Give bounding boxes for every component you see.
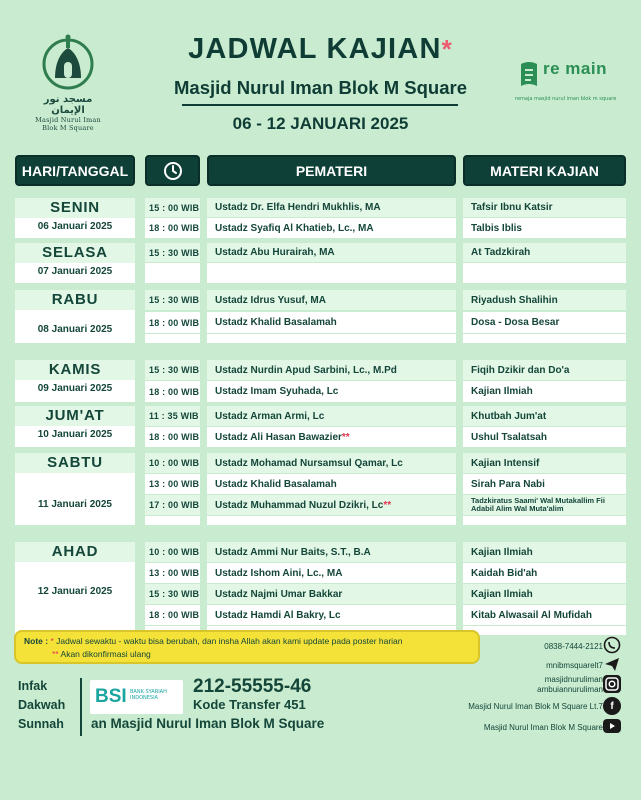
note-text-1: Jadwal sewaktu - waktu bisa berubah, dan insha Allah akan kami update pada poster harian — [56, 636, 403, 646]
subtitle-underline — [182, 104, 458, 106]
speaker-name: Ustadz Ammi Nur Baits, S.T., B.A — [215, 546, 371, 558]
remain-word: re main — [543, 59, 607, 78]
session-time: 18 : 00 WIB — [145, 312, 200, 333]
day-date: 07 Januari 2025 — [37, 266, 113, 277]
session-speaker — [207, 495, 456, 515]
session-speaker — [207, 218, 456, 238]
day-date: 09 Januari 2025 — [37, 383, 113, 394]
speaker-name: Ustadz Syafiq Al Khatieb, Lc., MA — [215, 222, 374, 234]
session-topic: Kitab Alwasail Al Mufidah — [463, 605, 626, 625]
infak-line-1: Infak — [18, 679, 48, 693]
session-topic: Dosa - Dosa Besar — [463, 312, 626, 333]
session-time: 15 : 00 WIB — [145, 198, 200, 217]
topic-pad — [463, 334, 626, 343]
bsi-word-text: BSI — [95, 686, 127, 707]
header-speaker: PEMATERI — [207, 155, 456, 186]
instagram-icon[interactable] — [603, 675, 621, 693]
day-name: SENIN — [50, 199, 100, 216]
confirm-mark: ** — [341, 431, 350, 443]
session-speaker — [207, 198, 456, 217]
session-time: 15 : 30 WIB — [145, 584, 200, 604]
header-day: HARI/TANGGAL — [15, 155, 135, 186]
infak-line-3: Sunnah — [18, 717, 64, 731]
session-time: 11 : 35 WIB — [145, 406, 200, 426]
session-time: 18 : 00 WIB — [145, 427, 200, 447]
session-time: 10 : 00 WIB — [145, 542, 200, 562]
session-speaker — [207, 605, 456, 625]
contact-instagram: masjidnuruliman ambuiannuruliman — [537, 675, 603, 694]
session-time: 15 : 30 WIB — [145, 243, 200, 262]
speaker-name: Ustadz Idrus Yusuf, MA — [215, 294, 326, 306]
note-line-1 — [24, 635, 470, 648]
session-time: 17 : 00 WIB — [145, 495, 200, 515]
session-time: 15 : 30 WIB — [145, 290, 200, 310]
bsi-subtext — [130, 689, 167, 701]
note-line-2 — [24, 648, 470, 661]
session-topic: Kaidah Bid'ah — [463, 563, 626, 583]
session-topic: Tadzkiratus Saami' Wal Mutakallim Fii Adabil Alim Wal Muta'alim — [463, 495, 626, 515]
session-topic: Riyadush Shalihin — [463, 290, 626, 310]
logo-line-1: Masjid Nurul Iman — [35, 116, 101, 124]
contact-whatsapp: 0838-7444-2121 — [544, 642, 603, 651]
bsi-logo — [90, 680, 183, 714]
day-name: JUM'AT — [45, 407, 105, 424]
speaker-name: Ustadz Ali Hasan Bawazier — [215, 431, 342, 443]
infak-label — [18, 677, 65, 734]
day-name: KAMIS — [48, 361, 102, 378]
facebook-icon[interactable]: f — [603, 697, 621, 715]
masjid-logo — [28, 34, 108, 132]
speaker-pad — [207, 263, 456, 283]
session-speaker — [207, 542, 456, 562]
session-speaker — [207, 243, 456, 262]
speaker-name: Ustadz Najmi Umar Bakkar — [215, 588, 343, 600]
note-text-2: Akan dikonfirmasi ulang — [60, 649, 151, 659]
remain-mark-icon — [517, 60, 541, 90]
speaker-name: Ustadz Khalid Basalamah — [215, 317, 337, 328]
session-speaker — [207, 290, 456, 310]
contact-youtube: Masjid Nurul Iman Blok M Square — [483, 723, 603, 732]
session-topic: Kajian Intensif — [463, 453, 626, 473]
speaker-pad — [207, 334, 456, 343]
session-time: 18 : 00 WIB — [145, 218, 200, 238]
session-topic: Khutbah Jum'at — [463, 406, 626, 426]
contact-telegram: mnibmsquarelt7 — [546, 661, 603, 670]
session-topic: Ushul Tsalatsah — [463, 427, 626, 447]
clock-icon — [163, 161, 183, 181]
note-box — [14, 630, 480, 664]
day-date: 08 Januari 2025 — [37, 324, 113, 335]
note-label: Note : — [24, 636, 49, 646]
speaker-name: Ustadz Nurdin Apud Sarbini, Lc., M.Pd — [215, 364, 397, 376]
day-name: SABTU — [47, 454, 103, 471]
speaker-pad — [207, 516, 456, 525]
speaker-name: Ustadz Abu Hurairah, MA — [215, 247, 335, 258]
logo-arabic-text: مسجد نور الإيمان — [43, 94, 93, 116]
session-speaker — [207, 584, 456, 604]
day-name: AHAD — [51, 543, 99, 560]
infak-line-2: Dakwah — [18, 698, 66, 712]
logo-line-2: Blok M Square — [42, 124, 94, 132]
day-date: 12 Januari 2025 — [37, 586, 113, 597]
session-topic: Sirah Para Nabi — [463, 474, 626, 494]
whatsapp-icon[interactable] — [603, 636, 621, 654]
header-topic: MATERI KAJIAN — [463, 155, 626, 186]
day-date: 10 Januari 2025 — [37, 429, 113, 440]
speaker-name: Ustadz Imam Syuhada, Lc — [215, 386, 339, 397]
youtube-icon[interactable] — [603, 719, 621, 733]
day-name: SELASA — [42, 244, 108, 261]
speaker-name: Ustadz Hamdi Al Bakry, Lc — [215, 609, 341, 621]
speaker-name: Ustadz Ishom Aini, Lc., MA — [215, 567, 343, 579]
session-topic: Kajian Ilmiah — [463, 381, 626, 402]
session-time: 18 : 00 WIB — [145, 605, 200, 625]
speaker-name: Ustadz Dr. Elfa Hendri Mukhlis, MA — [215, 202, 381, 213]
speaker-name: Ustadz Muhammad Nuzul Dzikri, Lc — [215, 499, 384, 511]
time-pad — [145, 263, 200, 283]
day-date: 11 Januari 2025 — [38, 499, 112, 510]
telegram-icon[interactable] — [603, 655, 621, 673]
session-time: 13 : 00 WIB — [145, 563, 200, 583]
page-title-text: JADWAL KAJIAN — [188, 33, 442, 65]
account-number: 212-55555-46 — [193, 676, 312, 697]
session-time: 13 : 00 WIB — [145, 474, 200, 494]
session-speaker — [207, 406, 456, 426]
session-speaker — [207, 427, 456, 447]
session-time: 10 : 00 WIB — [145, 453, 200, 473]
session-topic: Tafsir Ibnu Katsir — [463, 198, 626, 217]
page-title — [150, 33, 491, 66]
session-topic: Kajian Ilmiah — [463, 542, 626, 562]
session-speaker — [207, 563, 456, 583]
bsi-word — [95, 686, 127, 708]
remain-logo — [513, 58, 628, 110]
confirm-mark: ** — [383, 499, 392, 511]
day-name: RABU — [51, 291, 99, 308]
session-speaker — [207, 312, 456, 333]
session-speaker — [207, 360, 456, 380]
session-time: 18 : 00 WIB — [145, 381, 200, 402]
topic-pad — [463, 626, 626, 635]
bsi-sub-line-2: INDONESIA — [130, 695, 158, 701]
topic-pad — [463, 263, 626, 283]
time-pad — [145, 516, 200, 525]
title-star-mark: * — [441, 34, 453, 64]
date-range: 06 - 12 JANUARI 2025 — [232, 114, 409, 133]
speaker-name: Ustadz Khalid Basalamah — [215, 478, 337, 490]
session-speaker — [207, 381, 456, 402]
speaker-name: Ustadz Mohamad Nursamsul Qamar, Lc — [215, 457, 403, 469]
session-topic: Fiqih Dzikir dan Do'a — [463, 360, 626, 380]
day-date-cell-6 — [15, 562, 135, 635]
header-time — [145, 155, 200, 186]
infak-divider — [80, 678, 82, 736]
session-topic: Kajian Ilmiah — [463, 584, 626, 604]
remain-tagline: remaja masjid nurul iman blok m square — [515, 96, 617, 102]
mosque-logo-icon — [35, 34, 101, 90]
session-speaker — [207, 453, 456, 473]
bsi-sub-line-1: BANK SYARIAH — [130, 689, 167, 695]
session-time: 15 : 30 WIB — [145, 360, 200, 380]
note-mark-2: ** — [52, 649, 59, 659]
session-topic: At Tadzkirah — [463, 243, 626, 262]
speaker-name: Ustadz Arman Armi, Lc — [215, 410, 325, 422]
page-subtitle: Masjid Nurul Iman Blok M Square — [174, 77, 467, 98]
session-topic: Talbis Iblis — [463, 218, 626, 238]
transfer-code: Kode Transfer 451 — [193, 697, 306, 712]
session-speaker — [207, 474, 456, 494]
contact-facebook: Masjid Nurul Iman Blok M Square Lt.7 — [468, 702, 603, 711]
day-date: 06 Januari 2025 — [37, 221, 113, 232]
account-name: an Masjid Nurul Iman Blok M Square — [91, 716, 325, 731]
time-pad — [145, 334, 200, 343]
topic-pad — [463, 516, 626, 525]
note-mark-1: * — [50, 636, 54, 646]
